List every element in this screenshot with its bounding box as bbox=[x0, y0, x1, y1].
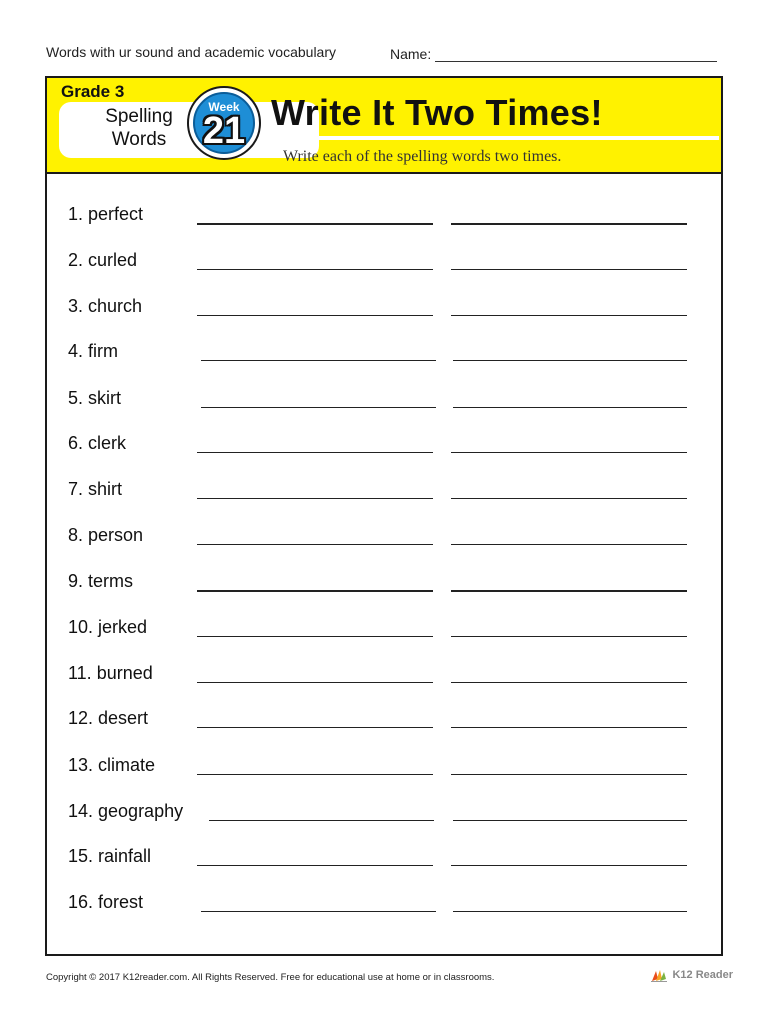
word-row bbox=[47, 884, 721, 930]
write-line-first[interactable] bbox=[197, 452, 433, 453]
write-line-first[interactable] bbox=[201, 911, 436, 912]
title-underline bbox=[269, 136, 719, 140]
spelling-word: 16. forest bbox=[68, 892, 144, 912]
spelling-words-label bbox=[87, 105, 191, 151]
word-row bbox=[47, 333, 721, 379]
spelling-word: 8. person bbox=[68, 525, 144, 545]
spelling-word: 1. perfect bbox=[68, 204, 144, 224]
write-line-second[interactable] bbox=[451, 682, 687, 683]
name-label: Name: bbox=[390, 46, 432, 62]
word-row bbox=[47, 793, 721, 839]
name-field[interactable] bbox=[390, 46, 717, 62]
k12-leaf-icon bbox=[650, 967, 668, 983]
spelling-word: 5. skirt bbox=[68, 388, 122, 408]
spelling-word: 15. rainfall bbox=[68, 846, 152, 866]
worksheet-frame bbox=[45, 76, 723, 956]
write-line-first[interactable] bbox=[209, 820, 434, 821]
spelling-word: 7. shirt bbox=[68, 479, 123, 499]
write-line-first[interactable] bbox=[197, 727, 433, 728]
week-badge bbox=[187, 86, 261, 160]
k12reader-logo bbox=[650, 966, 733, 986]
write-line-first[interactable] bbox=[197, 269, 433, 270]
spelling-word: 2. curled bbox=[68, 250, 138, 270]
write-line-second[interactable] bbox=[453, 911, 687, 912]
write-line-first[interactable] bbox=[197, 774, 433, 775]
worksheet-subject: Words with ur sound and academic vocabulary bbox=[46, 44, 337, 60]
word-row bbox=[47, 471, 721, 517]
week-badge-circle bbox=[193, 92, 255, 154]
write-line-first[interactable] bbox=[197, 590, 433, 592]
write-line-second[interactable] bbox=[451, 269, 687, 270]
write-line-second[interactable] bbox=[451, 636, 687, 637]
write-line-second[interactable] bbox=[451, 452, 687, 453]
write-line-second[interactable] bbox=[453, 360, 687, 361]
write-line-first[interactable] bbox=[201, 360, 436, 361]
word-row bbox=[47, 425, 721, 471]
word-row bbox=[47, 563, 721, 609]
word-row bbox=[47, 196, 721, 242]
spelling-text: Spelling bbox=[105, 106, 173, 127]
word-row bbox=[47, 747, 721, 793]
write-line-second[interactable] bbox=[451, 544, 687, 545]
word-row bbox=[47, 655, 721, 701]
write-line-first[interactable] bbox=[197, 315, 433, 316]
write-line-first[interactable] bbox=[201, 407, 436, 408]
word-row bbox=[47, 609, 721, 655]
write-line-second[interactable] bbox=[451, 315, 687, 316]
word-row bbox=[47, 380, 721, 426]
word-row bbox=[47, 288, 721, 334]
write-line-second[interactable] bbox=[451, 223, 687, 225]
instructions: Write each of the spelling words two times. bbox=[283, 148, 562, 165]
write-line-first[interactable] bbox=[197, 498, 433, 499]
copyright-notice: Copyright © 2017 K12reader.com. All Rights Reserved. Free for educational use at home or in classrooms. bbox=[46, 972, 495, 983]
write-line-second[interactable] bbox=[453, 407, 687, 408]
word-row bbox=[47, 700, 721, 746]
spelling-word: 3. church bbox=[68, 296, 143, 316]
write-line-first[interactable] bbox=[197, 544, 433, 545]
words-text: Words bbox=[111, 129, 167, 150]
worksheet-title: Write It Two Times! bbox=[271, 92, 603, 133]
name-blank-line[interactable] bbox=[435, 48, 717, 62]
grade-label: Grade 3 bbox=[61, 82, 125, 101]
word-row bbox=[47, 838, 721, 884]
page-header bbox=[46, 44, 722, 64]
spelling-word: 14. geography bbox=[68, 801, 184, 821]
write-line-second[interactable] bbox=[451, 865, 687, 866]
word-row bbox=[47, 517, 721, 563]
spelling-word: 11. burned bbox=[68, 663, 153, 683]
logo-text: K12 Reader bbox=[672, 968, 733, 981]
write-line-first[interactable] bbox=[197, 865, 433, 866]
write-line-first[interactable] bbox=[197, 636, 433, 637]
spelling-word: 13. climate bbox=[68, 755, 156, 775]
week-number: 21 bbox=[202, 110, 246, 152]
spelling-word: 9. terms bbox=[68, 571, 134, 591]
write-line-first[interactable] bbox=[197, 682, 433, 683]
spelling-word: 10. jerked bbox=[68, 617, 148, 637]
write-line-second[interactable] bbox=[451, 498, 687, 499]
write-line-second[interactable] bbox=[451, 727, 687, 728]
spelling-word: 6. clerk bbox=[68, 433, 127, 453]
week-label: Week bbox=[208, 100, 240, 114]
write-line-second[interactable] bbox=[451, 774, 687, 775]
spelling-word: 12. desert bbox=[68, 708, 149, 728]
word-row bbox=[47, 242, 721, 288]
spelling-word: 4. firm bbox=[68, 341, 119, 361]
title-banner bbox=[47, 78, 721, 174]
write-line-second[interactable] bbox=[453, 820, 687, 821]
write-line-first[interactable] bbox=[197, 223, 433, 225]
write-line-second[interactable] bbox=[451, 590, 687, 592]
